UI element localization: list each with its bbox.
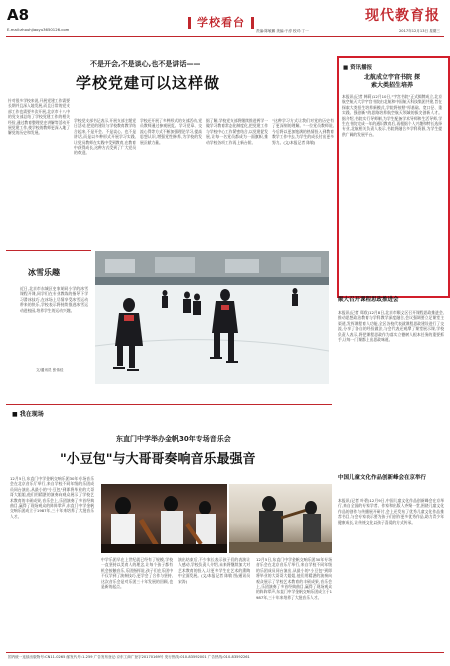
field-report-column-1: 12月5日,东直门中学金帆交响乐团30年专场音乐会在北京音乐厅举行,来自学校不同年级的乐团成员同台演出,从最小的"小豆包"到即将毕业的大哥哥大姐姐,他们用精湛的演奏向观众展示了学校艺术教育的丰硕成果,音乐会上,乐团演奏了多首经典曲目,赢得了现场观众的阵阵掌声,东直门中学金帆交响乐团成立于1987年,三十年来培养了大批音乐人才。: [10, 476, 94, 519]
article1-subtitle: 不是开会,不是谈心,也不是讲话——: [90, 60, 201, 68]
article1-column-4: 据了解,学校党支部将继续推进两学一做学习教育常态化制度化,把党建工作与学校中心工作紧密结合,以党建促发展,让每一名党员都成为一面旗帜,推动学校各项工作再上新台阶。: [206, 118, 268, 145]
page-number: A8: [7, 6, 30, 24]
field-report-rule: [6, 404, 332, 405]
field-report-column-2: 中学乐团早在上世纪就已经有了规模,学校一直坚持以美育人的理念,让每个孩子都有机会接触音乐,乐团指挥说,孩子们在乐团中不仅学到了演奏技巧,更学会了合作与坚持,这次音乐会是对乐团三十年发展的回顾,也是新的起点。: [101, 557, 173, 590]
photo-story-body: 近日,北京市东城区史家胡同小学的冰雪课程开课,同学们在专业教练的指导下学习滑冰技巧,在冰场上尽情享受冰雪运动带来的快乐,学校表示将持续推进冰雪运动进校园,培养学生的运动兴趣。: [20, 286, 88, 313]
footer-rule: [6, 652, 444, 653]
article1-column-2: 学校党支部书记表示,开展支部主题党日活动,把党的建设与学校教育教学结合起来,不是开会、不是谈心、也不是讲话,而是以多种形式开展学习实践,让党员教师在实践中受到教育,在教育中获得成长,这种方式受到了广大党员的欢迎。: [74, 118, 136, 156]
photo-story-rule: [6, 250, 91, 251]
news-brief-heading-text: 资讯播报: [350, 65, 373, 71]
photo-story-credit: 文/通讯员 张伟佳: [36, 368, 64, 372]
field-report-title: "小豆包"与大哥哥奏响音乐最强音: [60, 452, 256, 467]
news-brief-title: 北航成立宇宫书院 探索大类招生培养: [363, 74, 421, 89]
section-title: [182, 14, 260, 30]
header-rule: [6, 36, 444, 37]
section-bar-left: [188, 17, 191, 29]
staff-line: 责编:陈敏鹏 美编:于淳 校对:丁一: [256, 29, 309, 33]
right-article2-title: 中国儿童文化作品创新峰会在京举行: [338, 475, 427, 481]
article1-title: 学校党建可以这样做: [76, 74, 221, 92]
orchestra-illustration-2: [229, 484, 332, 553]
footer-info: 国内统一连续出版物号:CN11-0265 邮发代号:1-259 广告发布登记:京东工商广登字20170169号 发行热线:010-83592001 广告热线:010-83592261: [8, 655, 250, 659]
photo-story-title: 冰雪乐趣: [28, 268, 60, 277]
date-line: 2017年12月13日 星期三: [399, 29, 440, 33]
field-report-column-3: 演出结束后,不少家长表示孩子们的表演让人感动,学校负责人介绍,未来将继续加大对艺术教育的投入,让更多学生在艺术的熏陶中全面发展。(文/本报记者 陈敏 图/通讯员 宋涛): [178, 557, 250, 584]
right-article1-title: 顺大召开课程思政推进会: [338, 297, 399, 303]
ice-skating-illustration: [95, 251, 329, 384]
section-label: 学校看台: [197, 16, 245, 29]
orchestra-photo-2: [229, 484, 332, 553]
orchestra-photo-1: [101, 484, 227, 553]
article1-column-3: 学校还开展了多种形式的支部活动,党员教师通过参观展览、学习党章、交流心得等方式不断加强理论学习,提高思想认识,增强党性修养,为学校的发展贡献力量。: [140, 118, 202, 145]
article1-column-5: "这种学习方式让我们对党的历史有了更深刻的理解。"一位党员教师说,今后将以更加饱满的热情投入到教育教学工作中去,为学生的成长付出更多努力。(文/本报记者 陈敏): [272, 118, 334, 145]
news-brief-body: 本报讯(记者 韩莉)12月10日,"宇宫书院"正式揭牌成立,北京航空航天大学宇宫书院由北航和中国航天科技集团共建,旨在探索大类招生培养新模式,学院将按照"厚基础、宽口径、重实践、强创新"的思路培养航空航天领域的拔尖创新人才。据介绍,书院实行导师制,为学生配备学术导师和生活导师,学生在书院完成一年的通识教育后,再根据个人兴趣和特长选择专业,北航相关负责人表示,书院将融合多学科资源,为学生提供广阔的发展平台。: [342, 94, 442, 137]
field-report-label-text: 我在现场: [19, 411, 44, 418]
right-article2-body: 本报讯(记者 叶碧)12月9日,中国儿童文化作品创新峰会在京举行,来自全国的专家学者、作家和出版人齐聚一堂,围绕儿童文化作品的创作与传播展开研讨,会上还发布了优秀儿童文化作品推荐书目,与会专家表示要为孩子们创作更多优秀作品,助力青少年健康成长,让传统文化以孩子喜爱的方式传承。: [338, 498, 444, 525]
field-report-label: ■ 我在现场: [12, 411, 44, 418]
article1-column-1: 针对很多学校来说,开展党建工作需要长期并且深入地发展,而且日常的党支部工作也需要多次开展,北京市十八中的党支部总结了学校党建工作的相关经验,通过教育整理党史讲解等活动开展党建工作,使学校的教师更深入地了解党的历史和发展。: [8, 98, 70, 136]
field-report-column-4: 12月5日,东直门中学金帆交响乐团30年专场音乐会在北京音乐厅举行,来自学校不同年级的乐团成员同台演出,从最小的"小豆包"到即将毕业的大哥哥大姐姐,他们用精湛的演奏向观众展示了学校艺术教育的丰硕成果,音乐会上,乐团演奏了多首经典曲目,赢得了现场观众的阵阵掌声,东直门中学金帆交响乐团成立于1987年,三十年来培养了大批音乐人才。: [256, 557, 332, 600]
email-line: E-mail:zhouhjiaoyu3650126.com: [7, 27, 70, 32]
right-article1-body: 本报讯(记者 郑欣)12月8日,北京市顺义区召开课程思政推进会,推动思想政治教育与学科教学深度融合,会议强调要立足课堂主渠道,发挥课程育人功能,全区各校代表就课程思政建设进行了交流,分享了各自的经验做法,与会代表还观摩了课堂展示课,学校负责人表示,将把课程思政作为落实立德树人根本任务的重要抓手,让每一门课都上出思政味道。: [338, 310, 444, 343]
ice-skating-photo: [95, 251, 329, 384]
news-brief-heading: ■ 资讯播报: [343, 65, 373, 71]
orchestra-illustration-1: [101, 484, 227, 553]
section-bar-right: [251, 17, 254, 29]
newspaper-logo: 现代教育报: [365, 8, 440, 24]
field-report-subtitle: 东直门中学举办金帆30年专场音乐会: [116, 435, 231, 443]
